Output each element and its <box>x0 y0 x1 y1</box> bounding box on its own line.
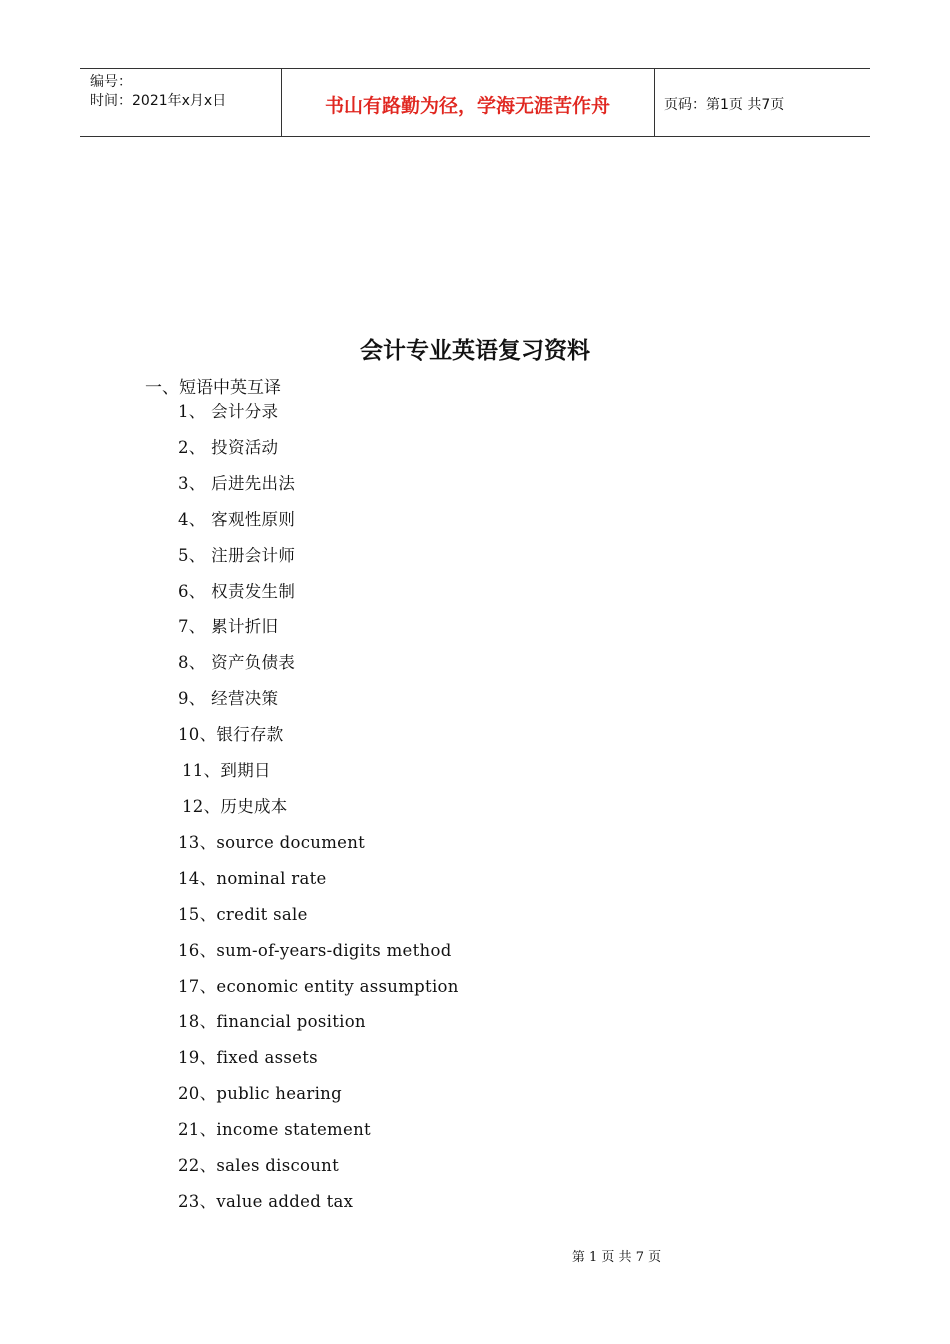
list-item: 2、 投资活动 <box>178 438 279 457</box>
list-item: 7、 累计折旧 <box>178 617 279 636</box>
list-item: 20、public hearing <box>178 1084 342 1103</box>
list-item: 13、source document <box>178 833 366 852</box>
section-heading: 一、短语中英互译 <box>145 378 281 398</box>
date-line: 时间：2021年x月x日 <box>90 93 227 109</box>
document-title: 会计专业英语复习资料 <box>360 338 590 364</box>
list-item: 19、fixed assets <box>178 1048 318 1067</box>
header-right-cell <box>655 69 870 136</box>
list-item: 17、economic entity assumption <box>178 977 459 996</box>
list-item: 22、sales discount <box>178 1156 340 1175</box>
page-footer <box>0 1246 950 1265</box>
list-item: 3、 后进先出法 <box>178 474 296 493</box>
header-page-info: 页码：第1页 共7页 <box>664 97 785 113</box>
list-item: 4、 客观性原则 <box>178 510 296 529</box>
list-item: 11、到期日 <box>182 761 271 780</box>
list-item: 14、nominal rate <box>178 869 327 888</box>
list-item: 18、financial position <box>178 1012 366 1031</box>
list-item: 15、credit sale <box>178 905 308 924</box>
document-header <box>80 68 870 137</box>
list-item: 6、 权责发生制 <box>178 582 296 601</box>
list-item: 9、 经营决策 <box>178 689 279 708</box>
list-item: 5、 注册会计师 <box>178 546 296 565</box>
list-item: 1、 会计分录 <box>178 402 279 421</box>
list-item: 12、历史成本 <box>182 797 288 816</box>
header-left-cell <box>80 69 282 136</box>
list-item: 8、 资产负债表 <box>178 653 296 672</box>
header-motto: 书山有路勤为径，学海无涯苦作舟 <box>324 95 610 117</box>
number-label: 编号： <box>90 74 132 90</box>
footer-page-number: 第 1 页 共 7 页 <box>571 1250 662 1265</box>
header-middle-cell <box>281 69 655 136</box>
list-item: 21、income statement <box>178 1120 371 1139</box>
list-item: 10、银行存款 <box>178 725 284 744</box>
list-item: 16、sum-of-years-digits method <box>178 941 452 960</box>
list-item: 23、value added tax <box>178 1192 354 1211</box>
